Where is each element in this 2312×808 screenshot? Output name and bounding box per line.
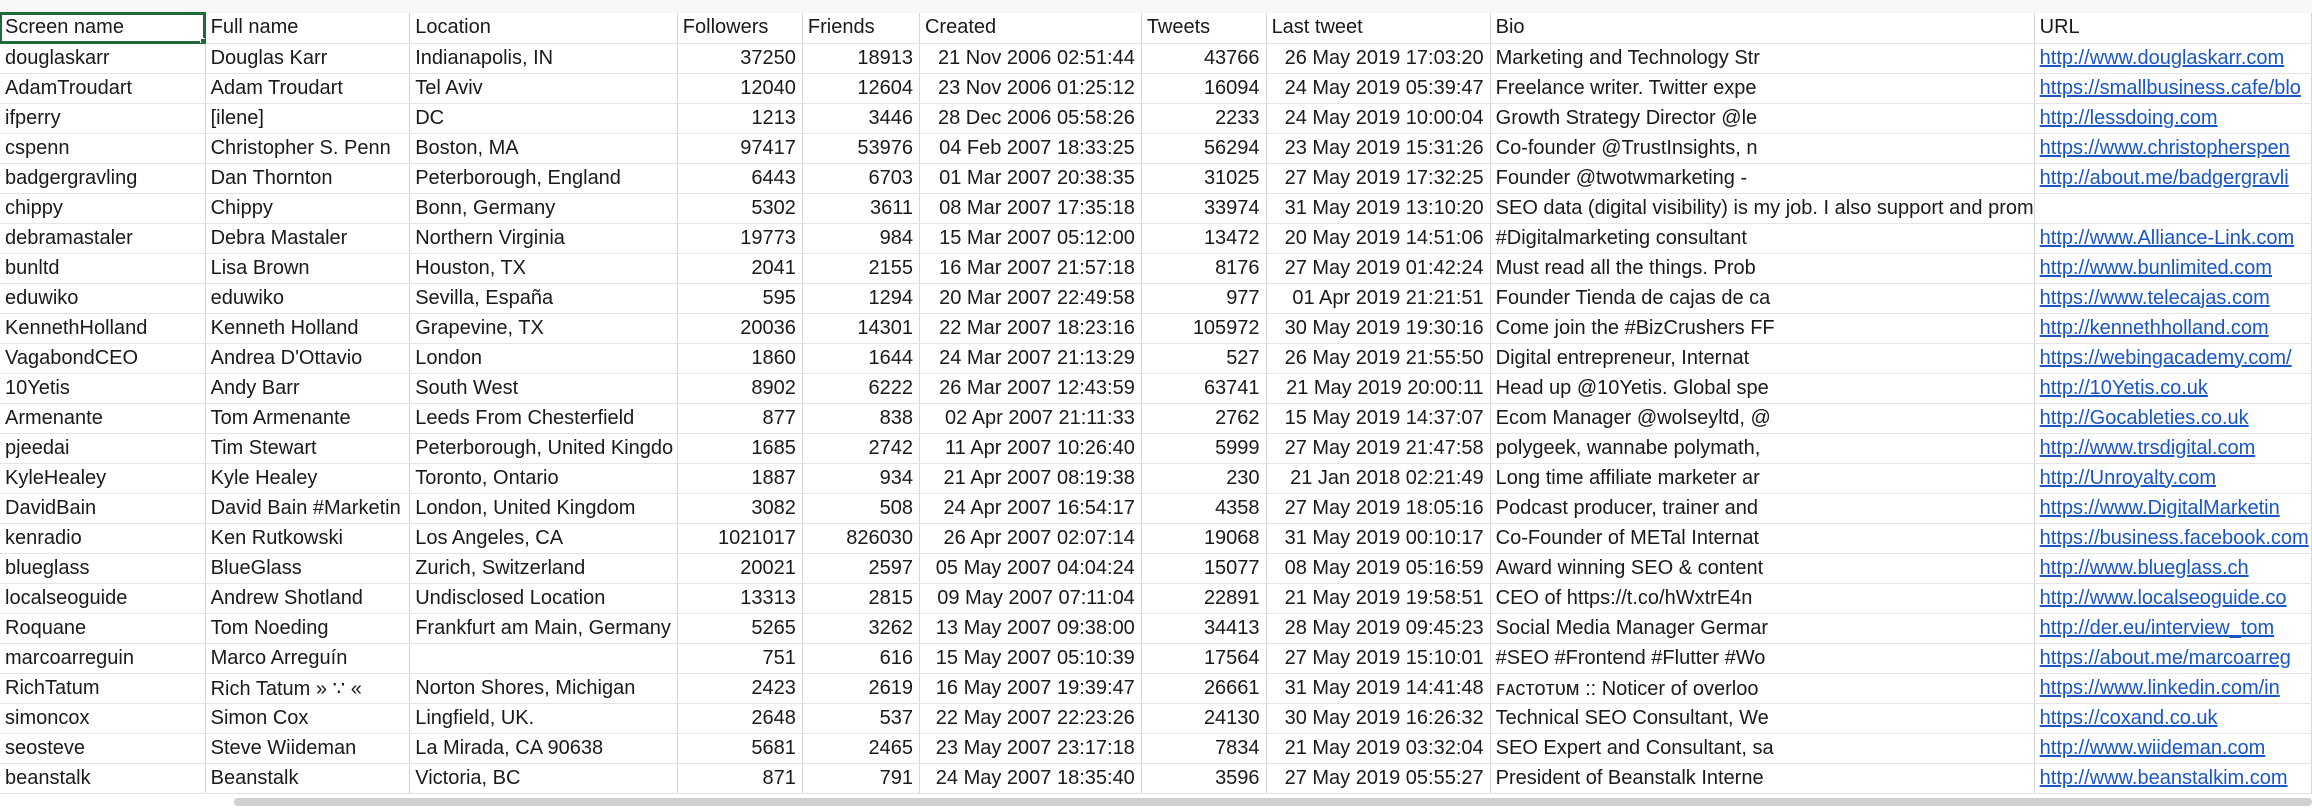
cell-tweets[interactable]: 63741 — [1141, 373, 1266, 403]
cell-location[interactable]: Indianapolis, IN — [410, 43, 678, 73]
cell-url[interactable]: http://Unroyalty.com — [2034, 463, 2311, 493]
cell-location[interactable]: Peterborough, United Kingdo — [410, 433, 678, 463]
cell-last-tweet[interactable]: 21 May 2019 19:58:51 — [1266, 583, 1490, 613]
cell-last-tweet[interactable]: 28 May 2019 09:45:23 — [1266, 613, 1490, 643]
cell-last-tweet[interactable]: 27 May 2019 05:55:27 — [1266, 763, 1490, 793]
cell-bio[interactable]: Must read all the things. Prob — [1490, 253, 2034, 283]
cell-tweets[interactable]: 977 — [1141, 283, 1266, 313]
cell-bio[interactable]: SEO data (digital visibility) is my job. I also support and prom — [1490, 193, 2034, 223]
cell-url[interactable]: http://kennethholland.com — [2034, 313, 2311, 343]
cell-friends[interactable]: 2597 — [802, 553, 919, 583]
table-row — [0, 673, 2312, 703]
cell-full-name[interactable]: Steve Wiideman — [205, 733, 410, 763]
cell-last-tweet[interactable]: 23 May 2019 15:31:26 — [1266, 133, 1490, 163]
table-row — [0, 133, 2312, 163]
cell-last-tweet[interactable]: 30 May 2019 19:30:16 — [1266, 313, 1490, 343]
cell-tweets[interactable]: 230 — [1141, 463, 1266, 493]
cell-location[interactable]: DC — [410, 103, 678, 133]
cell-screen-name[interactable]: debramastaler — [0, 223, 205, 253]
cell-url[interactable]: https://www.christopherspen — [2034, 133, 2311, 163]
cell-location[interactable]: London — [410, 343, 678, 373]
cell-url[interactable]: http://www.bunlimited.com — [2034, 253, 2311, 283]
cell-last-tweet[interactable]: 27 May 2019 17:32:25 — [1266, 163, 1490, 193]
cell-followers[interactable]: 5302 — [677, 193, 802, 223]
cell-created[interactable]: 22 Mar 2007 18:23:16 — [919, 313, 1141, 343]
cell-followers[interactable]: 871 — [677, 763, 802, 793]
cell-screen-name[interactable]: KyleHealey — [0, 463, 205, 493]
cell-full-name[interactable]: Debra Mastaler — [205, 223, 410, 253]
cell-full-name[interactable]: Rich Tatum » ∵ « — [205, 673, 410, 703]
cell-url[interactable]: https://about.me/marcoarreg — [2034, 643, 2311, 673]
cell-created[interactable]: 04 Feb 2007 18:33:25 — [919, 133, 1141, 163]
cell-tweets[interactable]: 56294 — [1141, 133, 1266, 163]
cell-last-tweet[interactable]: 31 May 2019 00:10:17 — [1266, 523, 1490, 553]
cell-location[interactable]: Los Angeles, CA — [410, 523, 678, 553]
cell-friends[interactable]: 3262 — [802, 613, 919, 643]
cell-last-tweet[interactable]: 08 May 2019 05:16:59 — [1266, 553, 1490, 583]
cell-friends[interactable]: 2815 — [802, 583, 919, 613]
cell-bio[interactable]: Come join the #BizCrushers FF — [1490, 313, 2034, 343]
cell-location[interactable]: Toronto, Ontario — [410, 463, 678, 493]
cell-url[interactable]: https://www.telecajas.com — [2034, 283, 2311, 313]
cell-full-name[interactable]: Ken Rutkowski — [205, 523, 410, 553]
cell-followers[interactable]: 2041 — [677, 253, 802, 283]
cell-friends[interactable]: 2742 — [802, 433, 919, 463]
cell-screen-name[interactable]: 10Yetis — [0, 373, 205, 403]
cell-bio[interactable]: Co-founder @TrustInsights, n — [1490, 133, 2034, 163]
cell-location[interactable]: Sevilla, España — [410, 283, 678, 313]
cell-last-tweet[interactable]: 31 May 2019 14:41:48 — [1266, 673, 1490, 703]
cell-followers[interactable]: 1213 — [677, 103, 802, 133]
cell-bio[interactable]: Ecom Manager @wolseyltd, @ — [1490, 403, 2034, 433]
table-row — [0, 373, 2312, 403]
cell-url[interactable]: http://www.wiideman.com — [2034, 733, 2311, 763]
fill-handle[interactable] — [200, 38, 206, 44]
cell-location[interactable]: Bonn, Germany — [410, 193, 678, 223]
cell-created[interactable]: 26 Mar 2007 12:43:59 — [919, 373, 1141, 403]
cell-bio[interactable]: Founder @twotwmarketing - — [1490, 163, 2034, 193]
cell-location[interactable]: Undisclosed Location — [410, 583, 678, 613]
cell-location[interactable]: London, United Kingdom — [410, 493, 678, 523]
cell-tweets[interactable]: 5999 — [1141, 433, 1266, 463]
cell-url[interactable] — [2034, 193, 2311, 223]
column-header-bio[interactable]: Bio — [1490, 13, 2034, 43]
table-row — [0, 523, 2312, 553]
cell-bio[interactable]: Head up @10Yetis. Global spe — [1490, 373, 2034, 403]
cell-location[interactable]: Frankfurt am Main, Germany — [410, 613, 678, 643]
cell-tweets[interactable]: 31025 — [1141, 163, 1266, 193]
cell-bio[interactable]: CEO of https://t.co/hWxtrE4n — [1490, 583, 2034, 613]
cell-tweets[interactable]: 43766 — [1141, 43, 1266, 73]
cell-url[interactable]: http://www.douglaskarr.com — [2034, 43, 2311, 73]
cell-friends[interactable]: 984 — [802, 223, 919, 253]
table-row — [0, 163, 2312, 193]
column-header-screen-name[interactable]: Screen name — [0, 13, 205, 43]
cell-url[interactable]: http://Gocableties.co.uk — [2034, 403, 2311, 433]
cell-bio[interactable]: Growth Strategy Director @le — [1490, 103, 2034, 133]
cell-created[interactable]: 11 Apr 2007 10:26:40 — [919, 433, 1141, 463]
cell-bio[interactable]: Digital entrepreneur, Internat — [1490, 343, 2034, 373]
cell-followers[interactable]: 1887 — [677, 463, 802, 493]
table-row — [0, 253, 2312, 283]
cell-followers[interactable]: 1860 — [677, 343, 802, 373]
column-header-followers[interactable]: Followers — [677, 13, 802, 43]
column-header-tweets[interactable]: Tweets — [1141, 13, 1266, 43]
table-row — [0, 703, 2312, 733]
cell-full-name[interactable]: Marco Arreguín — [205, 643, 410, 673]
cell-followers[interactable]: 595 — [677, 283, 802, 313]
cell-tweets[interactable]: 22891 — [1141, 583, 1266, 613]
cell-friends[interactable]: 18913 — [802, 43, 919, 73]
cell-url[interactable]: http://www.trsdigital.com — [2034, 433, 2311, 463]
cell-location[interactable]: Leeds From Chesterfield — [410, 403, 678, 433]
cell-full-name[interactable]: [ilene] — [205, 103, 410, 133]
cell-full-name[interactable]: David Bain #Marketin — [205, 493, 410, 523]
cell-bio[interactable]: #Digitalmarketing consultant — [1490, 223, 2034, 253]
cell-screen-name[interactable]: chippy — [0, 193, 205, 223]
cell-created[interactable]: 24 May 2007 18:35:40 — [919, 763, 1141, 793]
cell-friends[interactable]: 616 — [802, 643, 919, 673]
cell-bio[interactable]: Co-Founder of METal Internat — [1490, 523, 2034, 553]
cell-full-name[interactable]: Adam Troudart — [205, 73, 410, 103]
cell-url[interactable]: https://coxand.co.uk — [2034, 703, 2311, 733]
cell-location[interactable]: Boston, MA — [410, 133, 678, 163]
cell-friends[interactable]: 53976 — [802, 133, 919, 163]
cell-followers[interactable]: 37250 — [677, 43, 802, 73]
cell-bio[interactable]: Podcast producer, trainer and — [1490, 493, 2034, 523]
cell-tweets[interactable]: 15077 — [1141, 553, 1266, 583]
cell-friends[interactable]: 6703 — [802, 163, 919, 193]
cell-bio[interactable]: President of Beanstalk Interne — [1490, 763, 2034, 793]
cell-friends[interactable]: 2619 — [802, 673, 919, 703]
cell-tweets[interactable]: 3596 — [1141, 763, 1266, 793]
cell-followers[interactable]: 12040 — [677, 73, 802, 103]
cell-screen-name[interactable]: seosteve — [0, 733, 205, 763]
cell-tweets[interactable]: 13472 — [1141, 223, 1266, 253]
table-row — [0, 763, 2312, 793]
cell-screen-name[interactable]: bunltd — [0, 253, 205, 283]
cell-screen-name[interactable]: KennethHolland — [0, 313, 205, 343]
cell-screen-name[interactable]: Roquane — [0, 613, 205, 643]
cell-full-name[interactable]: Andy Barr — [205, 373, 410, 403]
cell-url[interactable]: http://about.me/badgergravli — [2034, 163, 2311, 193]
cell-tweets[interactable]: 7834 — [1141, 733, 1266, 763]
cell-location[interactable]: La Mirada, CA 90638 — [410, 733, 678, 763]
cell-last-tweet[interactable]: 24 May 2019 10:00:04 — [1266, 103, 1490, 133]
cell-created[interactable]: 09 May 2007 07:11:04 — [919, 583, 1141, 613]
cell-followers[interactable]: 8902 — [677, 373, 802, 403]
cell-friends[interactable]: 6222 — [802, 373, 919, 403]
cell-location[interactable]: Lingfield, UK. — [410, 703, 678, 733]
cell-last-tweet[interactable]: 27 May 2019 15:10:01 — [1266, 643, 1490, 673]
cell-tweets[interactable]: 4358 — [1141, 493, 1266, 523]
cell-followers[interactable]: 97417 — [677, 133, 802, 163]
column-header-last-tweet[interactable]: Last tweet — [1266, 13, 1490, 43]
cell-screen-name[interactable]: Armenante — [0, 403, 205, 433]
cell-created[interactable]: 08 Mar 2007 17:35:18 — [919, 193, 1141, 223]
table-row — [0, 733, 2312, 763]
cell-screen-name[interactable]: RichTatum — [0, 673, 205, 703]
cell-screen-name[interactable]: simoncox — [0, 703, 205, 733]
cell-bio[interactable]: Social Media Manager Germar — [1490, 613, 2034, 643]
cell-created[interactable]: 16 May 2007 19:39:47 — [919, 673, 1141, 703]
table-row — [0, 463, 2312, 493]
cell-followers[interactable]: 13313 — [677, 583, 802, 613]
horizontal-scrollbar[interactable] — [234, 798, 2312, 806]
cell-created[interactable]: 15 May 2007 05:10:39 — [919, 643, 1141, 673]
column-header-strip — [0, 0, 2312, 14]
cell-created[interactable]: 16 Mar 2007 21:57:18 — [919, 253, 1141, 283]
cell-followers[interactable]: 3082 — [677, 493, 802, 523]
table-row — [0, 643, 2312, 673]
cell-created[interactable]: 20 Mar 2007 22:49:58 — [919, 283, 1141, 313]
cell-last-tweet[interactable]: 24 May 2019 05:39:47 — [1266, 73, 1490, 103]
cell-tweets[interactable]: 17564 — [1141, 643, 1266, 673]
cell-friends[interactable]: 1644 — [802, 343, 919, 373]
table-row — [0, 193, 2312, 223]
cell-followers[interactable]: 6443 — [677, 163, 802, 193]
cell-tweets[interactable]: 19068 — [1141, 523, 1266, 553]
cell-location[interactable]: Zurich, Switzerland — [410, 553, 678, 583]
column-header-location[interactable]: Location — [410, 13, 678, 43]
cell-bio[interactable]: polygeek, wannabe polymath, — [1490, 433, 2034, 463]
cell-tweets[interactable]: 2233 — [1141, 103, 1266, 133]
cell-location[interactable]: Northern Virginia — [410, 223, 678, 253]
cell-full-name[interactable]: Dan Thornton — [205, 163, 410, 193]
cell-last-tweet[interactable]: 30 May 2019 16:26:32 — [1266, 703, 1490, 733]
cell-location[interactable]: Norton Shores, Michigan — [410, 673, 678, 703]
table-row — [0, 433, 2312, 463]
cell-followers[interactable]: 2648 — [677, 703, 802, 733]
cell-last-tweet[interactable]: 21 May 2019 20:00:11 — [1266, 373, 1490, 403]
column-header-created[interactable]: Created — [919, 13, 1141, 43]
table-row — [0, 103, 2312, 133]
cell-bio[interactable]: Long time affiliate marketer ar — [1490, 463, 2034, 493]
cell-screen-name[interactable]: DavidBain — [0, 493, 205, 523]
cell-friends[interactable]: 1294 — [802, 283, 919, 313]
cell-friends[interactable]: 12604 — [802, 73, 919, 103]
cell-tweets[interactable]: 33974 — [1141, 193, 1266, 223]
cell-friends[interactable]: 2465 — [802, 733, 919, 763]
cell-created[interactable]: 15 Mar 2007 05:12:00 — [919, 223, 1141, 253]
cell-friends[interactable]: 838 — [802, 403, 919, 433]
cell-created[interactable]: 02 Apr 2007 21:11:33 — [919, 403, 1141, 433]
cell-bio[interactable]: Freelance writer. Twitter expe — [1490, 73, 2034, 103]
cell-bio[interactable]: ꜰᴀᴄᴛᴏᴛᴜᴍ :: Noticer of overloo — [1490, 673, 2034, 703]
cell-followers[interactable]: 5265 — [677, 613, 802, 643]
cell-full-name[interactable]: Tom Armenante — [205, 403, 410, 433]
table-row — [0, 613, 2312, 643]
cell-created[interactable]: 22 May 2007 22:23:26 — [919, 703, 1141, 733]
cell-location[interactable]: Tel Aviv — [410, 73, 678, 103]
cell-tweets[interactable]: 26661 — [1141, 673, 1266, 703]
table-row — [0, 43, 2312, 73]
cell-screen-name[interactable]: kenradio — [0, 523, 205, 553]
cell-screen-name[interactable]: localseoguide — [0, 583, 205, 613]
cell-location[interactable]: Peterborough, England — [410, 163, 678, 193]
cell-bio[interactable]: Award winning SEO & content — [1490, 553, 2034, 583]
cell-tweets[interactable]: 2762 — [1141, 403, 1266, 433]
cell-full-name[interactable]: BlueGlass — [205, 553, 410, 583]
table-row — [0, 553, 2312, 583]
cell-followers[interactable]: 5681 — [677, 733, 802, 763]
cell-followers[interactable]: 1021017 — [677, 523, 802, 553]
cell-last-tweet[interactable]: 15 May 2019 14:37:07 — [1266, 403, 1490, 433]
cell-screen-name[interactable]: AdamTroudart — [0, 73, 205, 103]
cell-bio[interactable]: Marketing and Technology Str — [1490, 43, 2034, 73]
table-row — [0, 283, 2312, 313]
cell-full-name[interactable]: Tim Stewart — [205, 433, 410, 463]
cell-url[interactable]: http://www.blueglass.ch — [2034, 553, 2311, 583]
cell-tweets[interactable]: 24130 — [1141, 703, 1266, 733]
cell-url[interactable]: http://www.Alliance-Link.com — [2034, 223, 2311, 253]
cell-friends[interactable]: 508 — [802, 493, 919, 523]
cell-full-name[interactable]: eduwiko — [205, 283, 410, 313]
cell-followers[interactable]: 1685 — [677, 433, 802, 463]
cell-followers[interactable]: 20021 — [677, 553, 802, 583]
cell-friends[interactable]: 3446 — [802, 103, 919, 133]
cell-url[interactable]: http://www.localseoguide.co — [2034, 583, 2311, 613]
cell-last-tweet[interactable]: 27 May 2019 21:47:58 — [1266, 433, 1490, 463]
cell-location[interactable]: South West — [410, 373, 678, 403]
cell-url[interactable]: https://www.linkedin.com/in — [2034, 673, 2311, 703]
column-header-url[interactable]: URL — [2034, 13, 2311, 43]
cell-screen-name[interactable]: pjeedai — [0, 433, 205, 463]
cell-url[interactable]: http://www.beanstalkim.com — [2034, 763, 2311, 793]
cell-location[interactable]: Grapevine, TX — [410, 313, 678, 343]
cell-followers[interactable]: 19773 — [677, 223, 802, 253]
cell-full-name[interactable]: Simon Cox — [205, 703, 410, 733]
cell-friends[interactable]: 791 — [802, 763, 919, 793]
cell-screen-name[interactable]: VagabondCEO — [0, 343, 205, 373]
cell-created[interactable]: 21 Nov 2006 02:51:44 — [919, 43, 1141, 73]
table-row — [0, 343, 2312, 373]
cell-last-tweet[interactable]: 21 May 2019 03:32:04 — [1266, 733, 1490, 763]
cell-created[interactable]: 13 May 2007 09:38:00 — [919, 613, 1141, 643]
header-row — [0, 13, 2312, 43]
cell-location[interactable] — [410, 643, 678, 673]
cell-friends[interactable]: 826030 — [802, 523, 919, 553]
cell-friends[interactable]: 14301 — [802, 313, 919, 343]
cell-tweets[interactable]: 105972 — [1141, 313, 1266, 343]
cell-friends[interactable]: 537 — [802, 703, 919, 733]
cell-full-name[interactable]: Kenneth Holland — [205, 313, 410, 343]
data-table — [0, 13, 2312, 794]
cell-friends[interactable]: 934 — [802, 463, 919, 493]
cell-bio[interactable]: Founder Tienda de cajas de ca — [1490, 283, 2034, 313]
cell-last-tweet[interactable]: 21 Jan 2018 02:21:49 — [1266, 463, 1490, 493]
table-row — [0, 223, 2312, 253]
cell-full-name[interactable]: Chippy — [205, 193, 410, 223]
cell-url[interactable]: http://lessdoing.com — [2034, 103, 2311, 133]
cell-followers[interactable]: 20036 — [677, 313, 802, 343]
cell-full-name[interactable]: Lisa Brown — [205, 253, 410, 283]
cell-tweets[interactable]: 8176 — [1141, 253, 1266, 283]
cell-last-tweet[interactable]: 26 May 2019 21:55:50 — [1266, 343, 1490, 373]
cell-last-tweet[interactable]: 26 May 2019 17:03:20 — [1266, 43, 1490, 73]
cell-followers[interactable]: 2423 — [677, 673, 802, 703]
cell-screen-name[interactable]: douglaskarr — [0, 43, 205, 73]
cell-created[interactable]: 28 Dec 2006 05:58:26 — [919, 103, 1141, 133]
cell-screen-name[interactable]: badgergravling — [0, 163, 205, 193]
cell-last-tweet[interactable]: 31 May 2019 13:10:20 — [1266, 193, 1490, 223]
cell-url[interactable]: https://smallbusiness.cafe/blo — [2034, 73, 2311, 103]
table-row — [0, 583, 2312, 613]
cell-url[interactable]: https://www.DigitalMarketin — [2034, 493, 2311, 523]
cell-location[interactable]: Victoria, BC — [410, 763, 678, 793]
cell-created[interactable]: 23 May 2007 23:17:18 — [919, 733, 1141, 763]
cell-bio[interactable]: #SEO #Frontend #Flutter #Wo — [1490, 643, 2034, 673]
cell-full-name[interactable]: Douglas Karr — [205, 43, 410, 73]
cell-bio[interactable]: SEO Expert and Consultant, sa — [1490, 733, 2034, 763]
table-row — [0, 493, 2312, 523]
cell-url[interactable]: http://der.eu/interview_tom — [2034, 613, 2311, 643]
cell-created[interactable]: 05 May 2007 04:04:24 — [919, 553, 1141, 583]
cell-bio[interactable]: Technical SEO Consultant, We — [1490, 703, 2034, 733]
cell-followers[interactable]: 751 — [677, 643, 802, 673]
table-row — [0, 403, 2312, 433]
cell-full-name[interactable]: Kyle Healey — [205, 463, 410, 493]
table-row — [0, 73, 2312, 103]
cell-full-name[interactable]: Andrew Shotland — [205, 583, 410, 613]
cell-friends[interactable]: 2155 — [802, 253, 919, 283]
cell-full-name[interactable]: Christopher S. Penn — [205, 133, 410, 163]
cell-friends[interactable]: 3611 — [802, 193, 919, 223]
cell-screen-name[interactable]: eduwiko — [0, 283, 205, 313]
cell-url[interactable]: https://webingacademy.com/ — [2034, 343, 2311, 373]
cell-screen-name[interactable]: beanstalk — [0, 763, 205, 793]
cell-url[interactable]: http://10Yetis.co.uk — [2034, 373, 2311, 403]
cell-followers[interactable]: 877 — [677, 403, 802, 433]
cell-created[interactable]: 24 Mar 2007 21:13:29 — [919, 343, 1141, 373]
cell-tweets[interactable]: 527 — [1141, 343, 1266, 373]
cell-screen-name[interactable]: marcoarreguin — [0, 643, 205, 673]
cell-created[interactable]: 21 Apr 2007 08:19:38 — [919, 463, 1141, 493]
cell-screen-name[interactable]: ifperry — [0, 103, 205, 133]
cell-full-name[interactable]: Tom Noeding — [205, 613, 410, 643]
table-row — [0, 313, 2312, 343]
cell-screen-name[interactable]: cspenn — [0, 133, 205, 163]
cell-last-tweet[interactable]: 27 May 2019 18:05:16 — [1266, 493, 1490, 523]
cell-created[interactable]: 23 Nov 2006 01:25:12 — [919, 73, 1141, 103]
cell-url[interactable]: https://business.facebook.com — [2034, 523, 2311, 553]
cell-tweets[interactable]: 34413 — [1141, 613, 1266, 643]
cell-last-tweet[interactable]: 01 Apr 2019 21:21:51 — [1266, 283, 1490, 313]
cell-tweets[interactable]: 16094 — [1141, 73, 1266, 103]
column-header-friends[interactable]: Friends — [802, 13, 919, 43]
cell-location[interactable]: Houston, TX — [410, 253, 678, 283]
column-header-full-name[interactable]: Full name — [205, 13, 410, 43]
cell-last-tweet[interactable]: 20 May 2019 14:51:06 — [1266, 223, 1490, 253]
cell-created[interactable]: 26 Apr 2007 02:07:14 — [919, 523, 1141, 553]
cell-last-tweet[interactable]: 27 May 2019 01:42:24 — [1266, 253, 1490, 283]
cell-screen-name[interactable]: blueglass — [0, 553, 205, 583]
cell-created[interactable]: 01 Mar 2007 20:38:35 — [919, 163, 1141, 193]
cell-created[interactable]: 24 Apr 2007 16:54:17 — [919, 493, 1141, 523]
cell-full-name[interactable]: Beanstalk — [205, 763, 410, 793]
cell-full-name[interactable]: Andrea D'Ottavio — [205, 343, 410, 373]
